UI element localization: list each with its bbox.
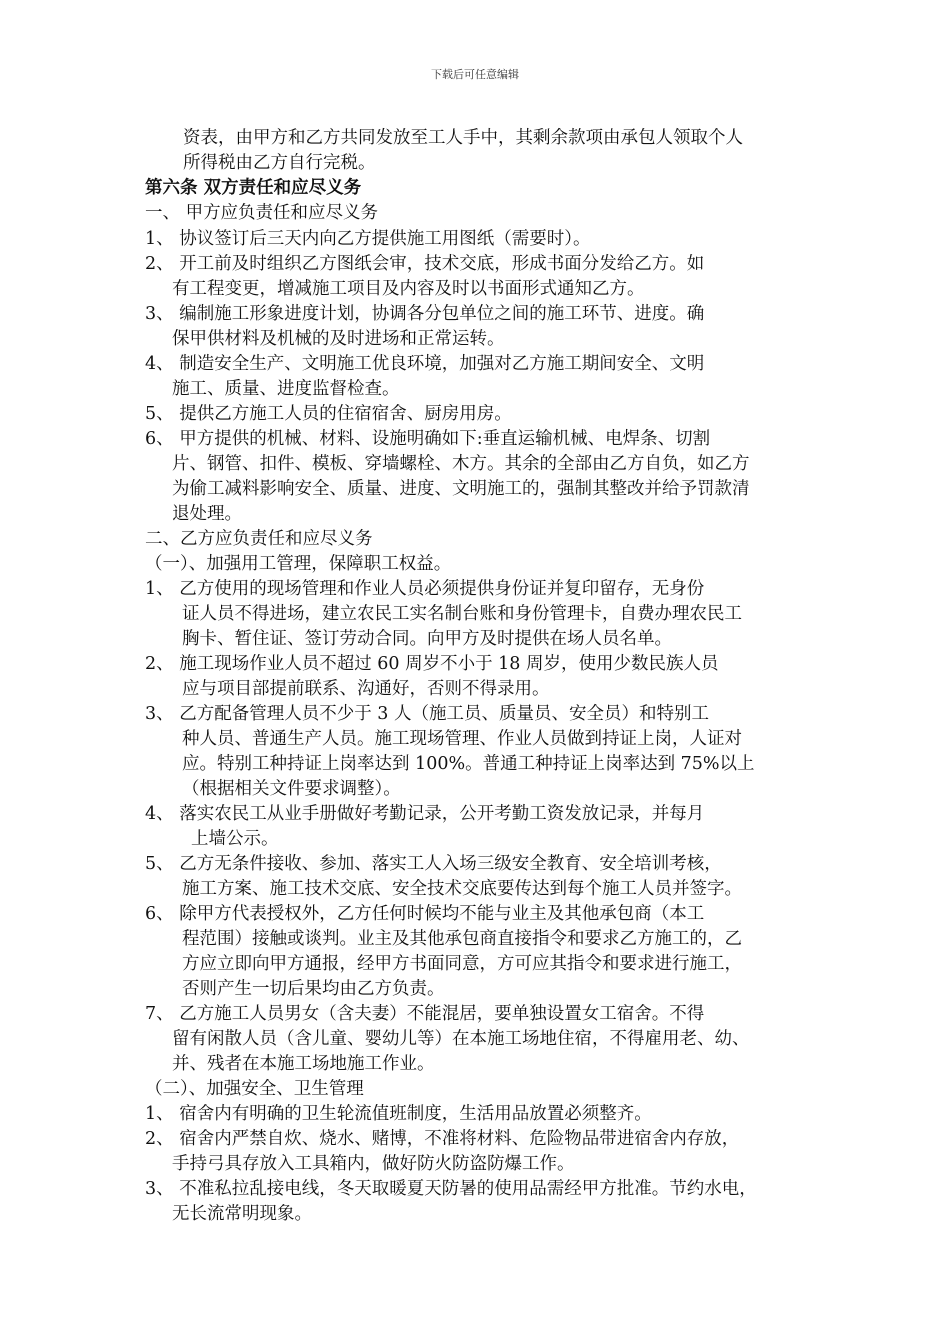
text-line: 二、乙方应负责任和应尽义务 bbox=[145, 529, 373, 549]
text-line: 退处理。 bbox=[172, 504, 242, 524]
text-line: 资表，由甲方和乙方共同发放至工人手中，其剩余款项由承包人领取个人 bbox=[183, 128, 743, 148]
text-line: 1、 宿舍内有明确的卫生轮流值班制度，生活用品放置必须整齐。 bbox=[145, 1104, 652, 1124]
text-line: （根据相关文件要求调整）。 bbox=[182, 779, 401, 799]
section-heading: 第六条 双方责任和应尽义务 bbox=[145, 178, 362, 198]
text-line: 保甲供材料及机械的及时进场和正常运转。 bbox=[172, 329, 505, 349]
text-line: 2、 施工现场作业人员不超过 60 周岁不小于 18 周岁，使用少数民族人员 bbox=[145, 654, 719, 674]
text-line: 施工方案、施工技术交底、安全技术交底要传达到每个施工人员并签字。 bbox=[182, 879, 742, 899]
text-line: 无长流常明现象。 bbox=[172, 1204, 312, 1224]
text-line: 3、 不准私拉乱接电线，冬天取暖夏天防暑的使用品需经甲方批准。节约水电， bbox=[145, 1179, 757, 1199]
text-line: 6、 甲方提供的机械、材料、设施明确如下:垂直运输机械、电焊条、切割 bbox=[145, 429, 711, 449]
text-line: 程范围）接触或谈判。业主及其他承包商直接指令和要求乙方施工的，乙 bbox=[182, 929, 742, 949]
text-line: 一、 甲方应负责任和应尽义务 bbox=[145, 203, 379, 223]
text-line: 有工程变更，增减施工项目及内容及时以书面形式通知乙方。 bbox=[172, 279, 645, 299]
text-line: 手持弓具存放入工具箱内，做好防火防盗防爆工作。 bbox=[172, 1154, 575, 1174]
text-line: 否则产生一切后果均由乙方负责。 bbox=[182, 979, 445, 999]
text-line: 为偷工减料影响安全、质量、进度、文明施工的，强制其整改并给予罚款清 bbox=[172, 479, 750, 499]
text-line: 1、 乙方使用的现场管理和作业人员必须提供身份证并复印留存，无身份 bbox=[145, 579, 705, 599]
text-line: 2、 开工前及时组织乙方图纸会审，技术交底，形成书面分发给乙方。如 bbox=[145, 254, 705, 274]
text-line: 片、钢管、扣件、模板、穿墙螺栓、木方。其余的全部由乙方自负，如乙方 bbox=[172, 454, 750, 474]
text-line: 2、 宿舍内严禁自炊、烧水、赌博，不准将材料、危险物品带进宿舍内存放， bbox=[145, 1129, 740, 1149]
text-line: 并、残者在本施工场地施工作业。 bbox=[172, 1054, 435, 1074]
text-line: （一）、加强用工管理，保障职工权益。 bbox=[145, 554, 452, 574]
text-line: 上墙公示。 bbox=[191, 829, 279, 849]
text-line: 7、 乙方施工人员男女（含夫妻）不能混居，要单独设置女工宿舍。不得 bbox=[145, 1004, 705, 1024]
text-line: 留有闲散人员（含儿童、婴幼儿等）在本施工场地住宿，不得雇用老、幼、 bbox=[172, 1029, 750, 1049]
text-line: （二）、加强安全、卫生管理 bbox=[145, 1079, 364, 1099]
text-line: 3、 编制施工形象进度计划，协调各分包单位之间的施工环节、进度。确 bbox=[145, 304, 705, 324]
text-line: 施工、质量、进度监督检查。 bbox=[172, 379, 400, 399]
text-line: 5、 提供乙方施工人员的住宿宿舍、厨房用房。 bbox=[145, 404, 512, 424]
text-line: 4、 制造安全生产、文明施工优良环境，加强对乙方施工期间安全、文明 bbox=[145, 354, 705, 374]
text-line: 1、 协议签订后三天内向乙方提供施工用图纸（需要时）。 bbox=[145, 229, 591, 249]
text-line: 胸卡、暂住证、签订劳动合同。向甲方及时提供在场人员名单。 bbox=[182, 629, 672, 649]
text-line: 所得税由乙方自行完税。 bbox=[183, 153, 376, 173]
text-line: 5、 乙方无条件接收、参加、落实工人入场三级安全教育、安全培训考核， bbox=[145, 854, 722, 874]
text-line: 种人员、普通生产人员。施工现场管理、作业人员做到持证上岗，人证对 bbox=[182, 729, 742, 749]
text-line: 4、 落实农民工从业手册做好考勤记录，公开考勤工资发放记录，并每月 bbox=[145, 804, 705, 824]
text-line: 6、 除甲方代表授权外，乙方任何时候均不能与业主及其他承包商（本工 bbox=[145, 904, 705, 924]
text-line: 应与项目部提前联系、沟通好，否则不得录用。 bbox=[182, 679, 550, 699]
page-header: 下载后可任意编辑 bbox=[431, 68, 519, 81]
text-line: 3、 乙方配备管理人员不少于 3 人（施工员、质量员、安全员）和特别工 bbox=[145, 704, 709, 724]
text-line: 证人员不得进场，建立农民工实名制台账和身份管理卡，自费办理农民工 bbox=[182, 604, 742, 624]
text-line: 应。特别工种持证上岗率达到 100%。普通工种持证上岗率达到 75%以上 bbox=[182, 754, 755, 774]
text-line: 方应立即向甲方通报，经甲方书面同意，方可应其指令和要求进行施工， bbox=[182, 954, 742, 974]
